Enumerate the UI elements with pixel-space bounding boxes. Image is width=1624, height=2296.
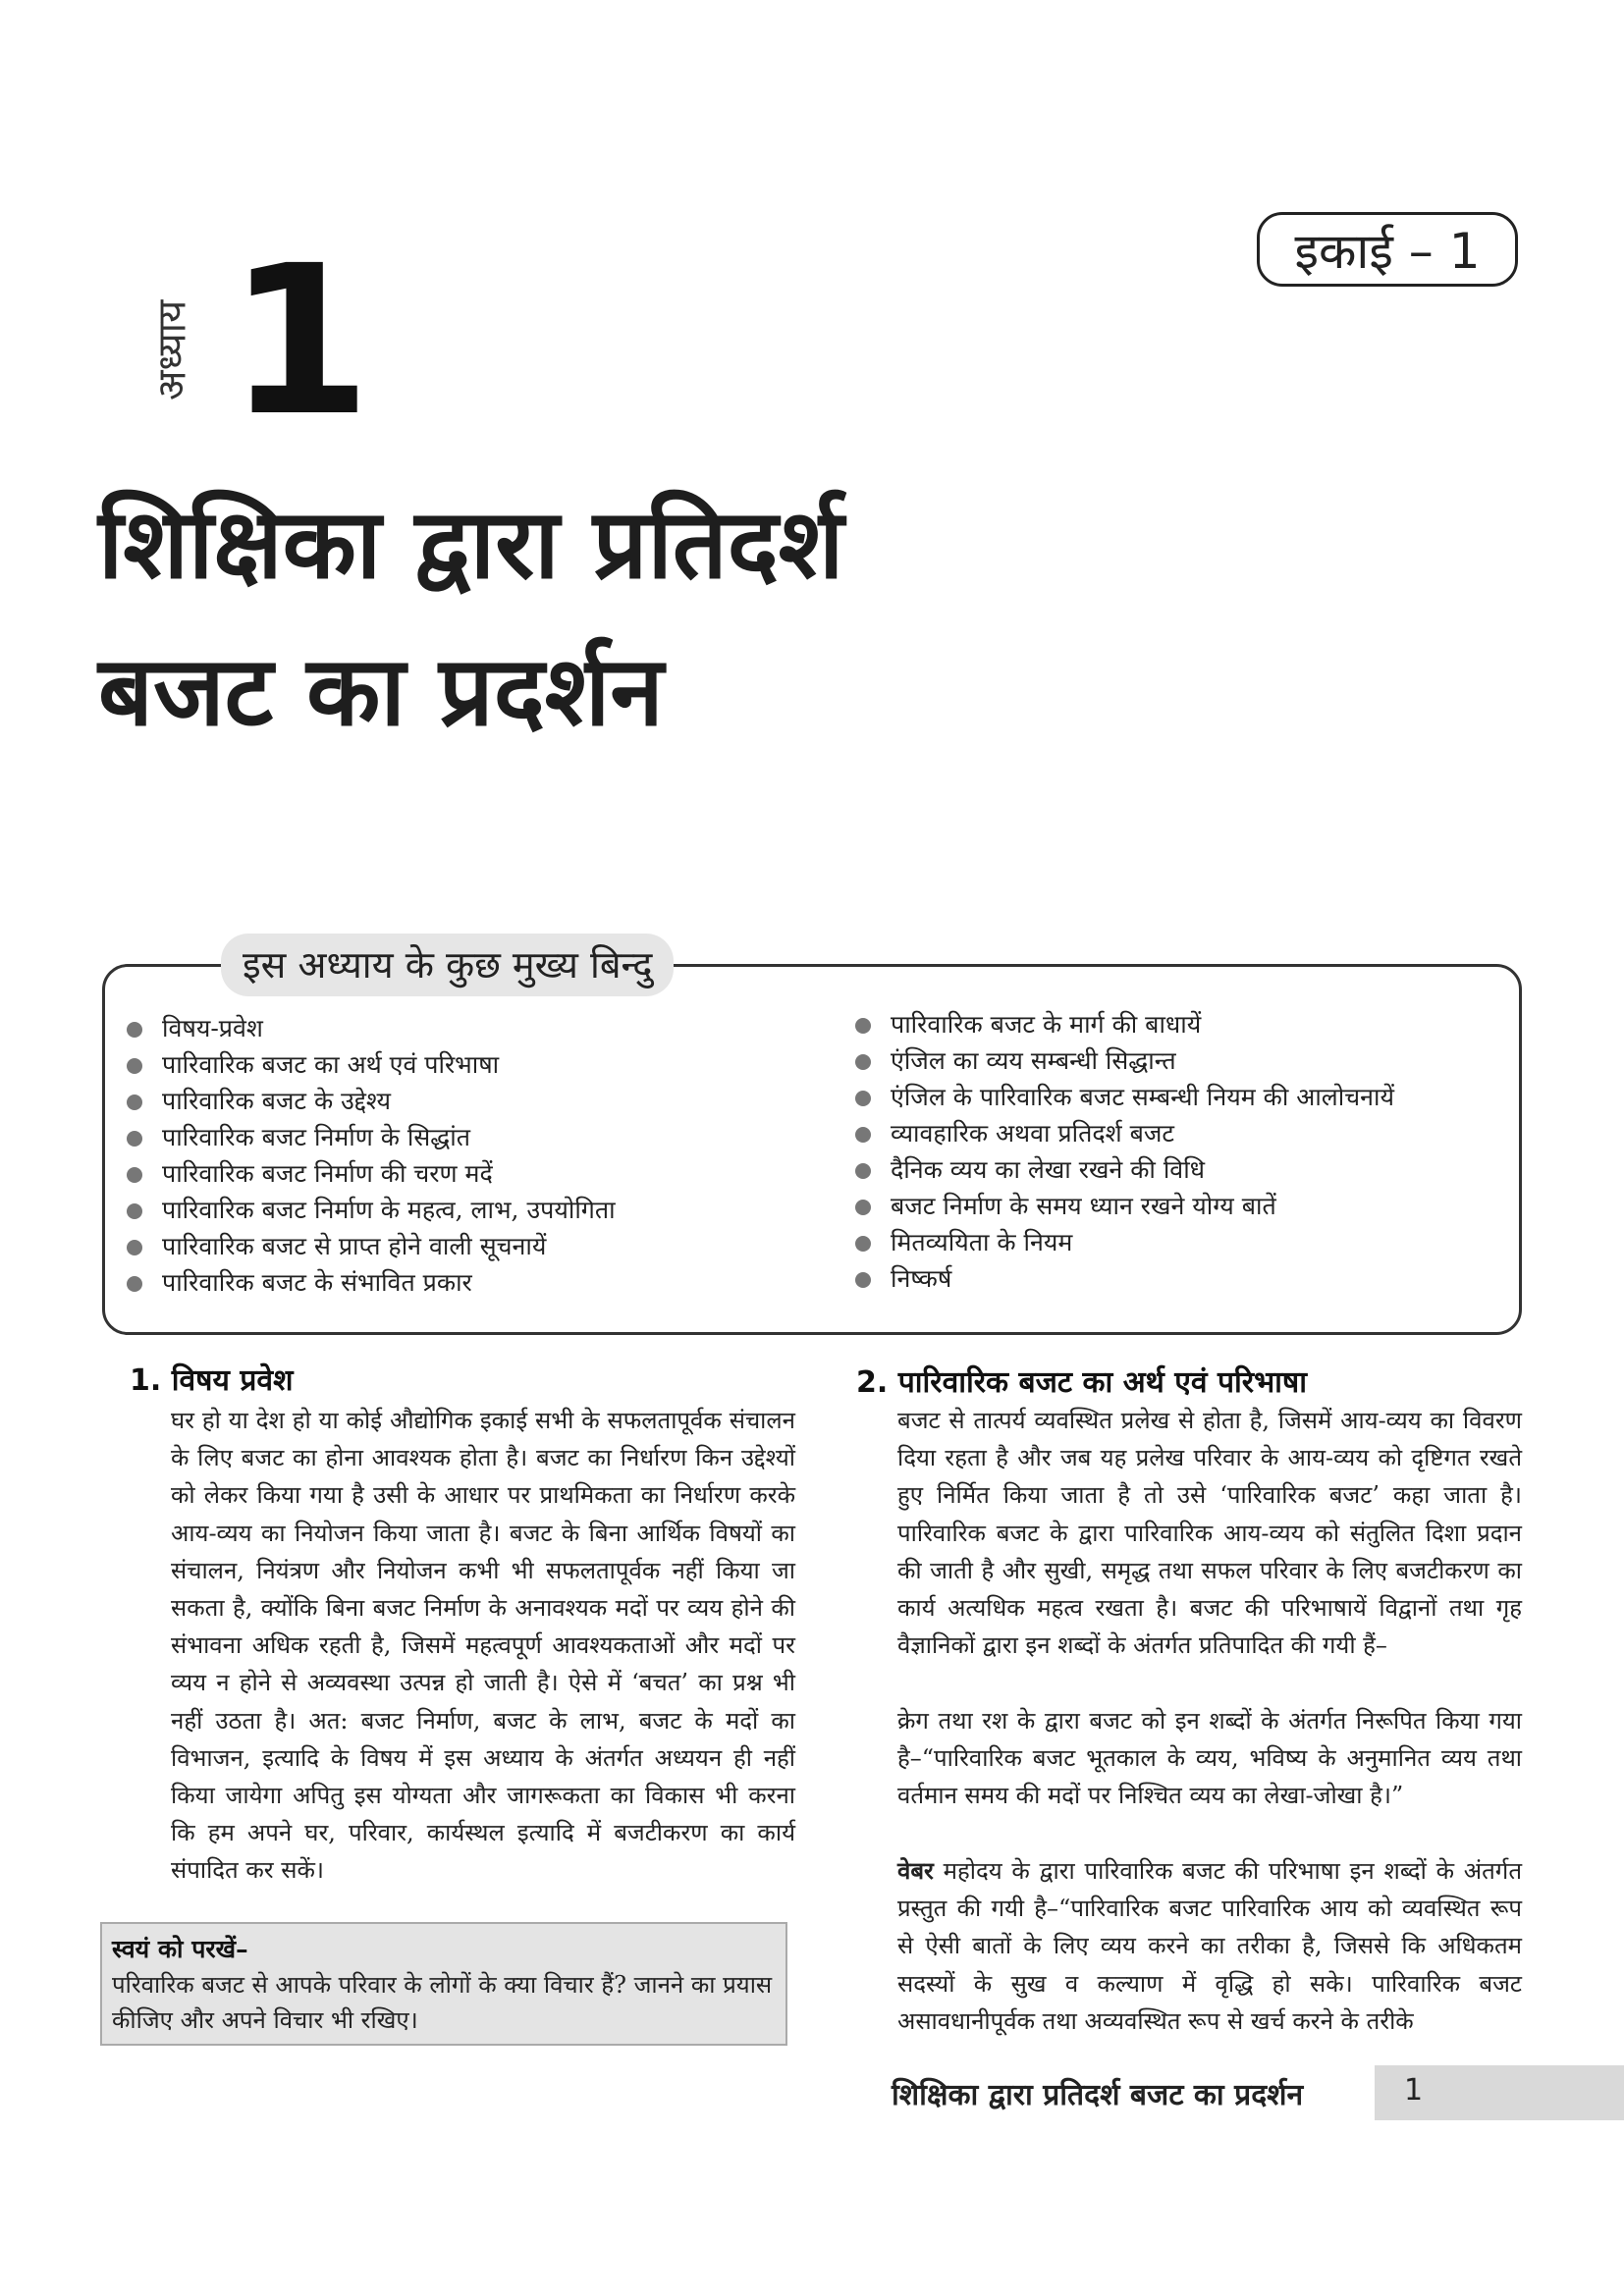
list-item: पारिवारिक बजट के मार्ग की बाधायें	[851, 1006, 1519, 1042]
section-2-heading: 2. पारिवारिक बजट का अर्थ एवं परिभाषा	[856, 1365, 1308, 1400]
bullet-icon	[855, 1127, 871, 1143]
list-item: पारिवारिक बजट के संभावित प्रकार	[123, 1264, 790, 1301]
section-2-para-3	[897, 1852, 1522, 2040]
bullet-icon	[127, 1022, 142, 1038]
section-2-para-1: बजट से तात्पर्य व्यवस्थित प्रलेख से होता है, जिसमें आय-व्यय का विवरण दिया रहता है और जब यह प्रलेख परिवार के आय-व्यय को दृष्टिगत रखते हुए निर्मित किया जाता है तो उसे ‘पारिवारिक बजट’ कहा जाता है। पारिवारिक बजट के द्वारा पारिवारिक आय-व्यय को संतुलित दिशा प्रदान की जाती है और सुखी, समृद्ध तथा सफल परिवार के लिए बजटीकरण का कार्य अत्यधिक महत्व रखता है। बजट की परिभाषायें विद्वानों तथा गृह वैज्ञानिकों द्वारा इन शब्दों के अंतर्गत प्रतिपादित की गयी हैं–	[897, 1407, 1522, 1660]
key-points-left-list	[123, 1010, 790, 1301]
bullet-icon	[855, 1091, 871, 1106]
self-check-body: परिवारिक बजट से आपके परिवार के लोगों के क्या विचार हैं? जानने का प्रयास कीजिए और अपने विचार भी रखिए।	[112, 1971, 773, 2034]
page-number: 1	[1404, 2073, 1424, 2108]
bullet-icon	[855, 1018, 871, 1034]
list-item: पारिवारिक बजट निर्माण के महत्व, लाभ, उपयोगिता	[123, 1192, 790, 1228]
footer-title: शिक्षिका द्वारा प्रतिदर्श बजट का प्रदर्शन	[892, 2078, 1304, 2112]
list-item: मितव्ययिता के नियम	[851, 1224, 1519, 1260]
bullet-icon	[127, 1131, 142, 1147]
section-1-body: घर हो या देश हो या कोई औद्योगिक इकाई सभी के सफलतापूर्वक संचालन के लिए बजट का होना आवश्यक होता है। बजट का निर्धारण किन उद्देश्यों को लेकर किया गया है उसी के आधार पर प्राथमिकता का निर्धारण करके आय-व्यय का नियोजन किया जाता है। बजट के बिना आर्थिक विषयों का संचालन, नियंत्रण और नियोजन कभी भी सफलतापूर्वक नहीं किया जा सकता है, क्योंकि बिना बजट निर्माण के अनावश्यक मदों पर व्यय होने की संभावना अधिक रहती है, जिसमें महत्वपूर्ण आवश्यकताओं और मदों पर व्यय न होने से अव्यवस्था उत्पन्न हो जाती है। ऐसे में ‘बचत’ का प्रश्न भी नहीं उठता है। अत: बजट निर्माण, बजट के लाभ, बजट के मदों का विभाजन, इत्यादि के विषय में इस अध्याय के अंतर्गत अध्ययन ही नहीं किया जायेगा अपितु इस योग्यता और जागरूकता का विकास भी करना कि हम अपने घर, परिवार, कार्यस्थल इत्यादि में बजटीकरण का कार्य संपादित कर सकें।	[171, 1407, 795, 1885]
list-item: पारिवारिक बजट के उद्देश्य	[123, 1083, 790, 1119]
chapter-number: 1	[228, 221, 372, 461]
bullet-icon	[855, 1272, 871, 1288]
list-item: व्यावहारिक अथवा प्रतिदर्श बजट	[851, 1115, 1519, 1151]
list-item: पारिवारिक बजट निर्माण की चरण मदें	[123, 1155, 790, 1192]
self-check-box	[100, 1922, 787, 2046]
list-item: पारिवारिक बजट का अर्थ एवं परिभाषा	[123, 1046, 790, 1083]
chapter-title-line-2: बजट का प्रदर्शन	[98, 636, 664, 748]
list-item: विषय-प्रवेश	[123, 1010, 790, 1046]
bullet-icon	[855, 1163, 871, 1179]
bullet-icon	[127, 1276, 142, 1292]
list-item: दैनिक व्यय का लेखा रखने की विधि	[851, 1151, 1519, 1188]
list-item: एंजिल का व्यय सम्बन्धी सिद्धान्त	[851, 1042, 1519, 1079]
chapter-title-line-1: शिक्षिका द्वारा प्रतिदर्श	[98, 489, 844, 601]
bullet-icon	[855, 1236, 871, 1252]
list-item: पारिवारिक बजट निर्माण के सिद्धांत	[123, 1119, 790, 1155]
section-1-heading: 1. विषय प्रवेश	[130, 1363, 294, 1398]
self-check-title: स्वयं को परखें–	[112, 1935, 248, 1963]
bullet-icon	[127, 1203, 142, 1219]
weber-definition: महोदय के द्वारा पारिवारिक बजट की परिभाषा इन शब्दों के अंतर्गत प्रस्तुत की गयी है–“पारिवारिक बजट पारिवारिक आय को व्यवस्थित रूप से ऐसी बातों के लिए व्यय करने का तरीका है, जिससे कि अधिकतम सदस्यों के सुख व कल्याण में वृद्धि हो सके। पारिवारिक बजट असावधानीपूर्वक तथा अव्यवस्थित रूप से खर्च करने के तरीके	[897, 1857, 1522, 2035]
chapter-word: अध्याय	[149, 299, 195, 401]
list-item: एंजिल के पारिवारिक बजट सम्बन्धी नियम की आलोचनायें	[851, 1079, 1519, 1115]
bullet-icon	[127, 1095, 142, 1110]
bullet-icon	[127, 1058, 142, 1074]
chapter-title	[98, 471, 1041, 766]
bullet-icon	[855, 1054, 871, 1070]
list-item: पारिवारिक बजट से प्राप्त होने वाली सूचनायें	[123, 1228, 790, 1264]
key-points-title: इस अध्याय के कुछ मुख्य बिन्दु	[221, 934, 674, 996]
unit-badge: इकाई – 1	[1257, 212, 1518, 287]
list-item: निष्कर्ष	[851, 1260, 1519, 1297]
key-points-box	[102, 943, 1522, 1335]
list-item: बजट निर्माण के समय ध्यान रखने योग्य बातें	[851, 1188, 1519, 1224]
bullet-icon	[127, 1167, 142, 1183]
key-points-right-list	[851, 1006, 1519, 1297]
section-2-para-2: क्रेग तथा रश के द्वारा बजट को इन शब्दों के अंतर्गत निरूपित किया गया है–“पारिवारिक बजट भूतकाल के व्यय, भविष्य के अनुमानित व्यय तथा वर्तमान समय की मदों पर निश्चित व्यय का लेखा-जोखा है।”	[897, 1707, 1522, 1810]
bullet-icon	[127, 1240, 142, 1255]
bullet-icon	[855, 1200, 871, 1215]
weber-name: वेबर	[897, 1856, 934, 1885]
